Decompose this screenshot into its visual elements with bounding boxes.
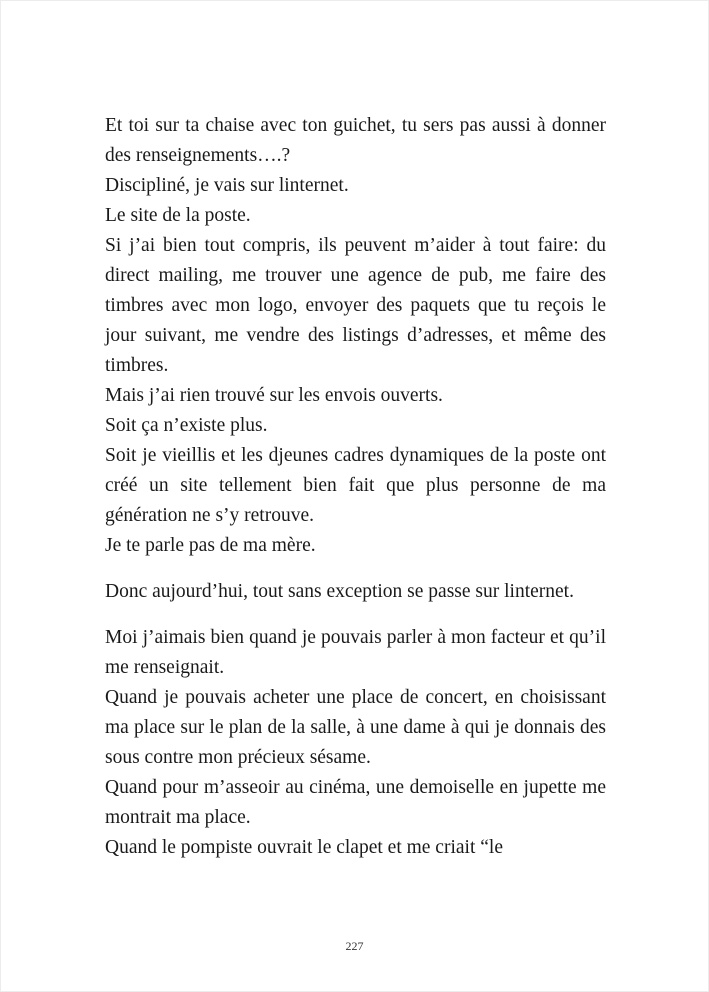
paragraph: Si j’ai bien tout compris, ils peuvent m’aider à tout faire: du direct mailing, me trouver une agence de pub, me faire des timbres avec mon logo, envoyer des paquets que tu reçois le jour suivant, me vendre des listings d’adresses, et même des timbres. (105, 235, 606, 376)
paragraph: Discipliné, je vais sur linternet. (105, 175, 349, 196)
paragraph: Je te parle pas de ma mère. (105, 535, 316, 556)
paragraph: Mais j’ai rien trouvé sur les envois ouverts. (105, 385, 443, 406)
paragraph: Le site de la poste. (105, 205, 251, 226)
page-number: 227 (345, 939, 364, 953)
paragraph: Donc aujourd’hui, tout sans exception se passe sur linternet. (105, 581, 574, 602)
paragraph: Quand le pompiste ouvrait le clapet et me criait “le (105, 837, 503, 858)
paragraph: Soit ça n’existe plus. (105, 415, 268, 436)
paragraph: Moi j’aimais bien quand je pouvais parler à mon facteur et qu’il me renseignait. (105, 627, 606, 678)
page-content (105, 111, 606, 863)
paragraph: Et toi sur ta chaise avec ton guichet, tu sers pas aussi à donner des renseignements….? (105, 115, 606, 166)
paragraph: Quand pour m’asseoir au cinéma, une demoiselle en jupette me montrait ma place. (105, 777, 606, 828)
paragraph: Quand je pouvais acheter une place de concert, en choisissant ma place sur le plan de la salle, à une dame à qui je donnais des sous contre mon précieux sésame. (105, 687, 606, 768)
paragraph: Soit je vieillis et les djeunes cadres dynamiques de la poste ont créé un site tellement bien fait que plus personne de ma génération ne s’y retrouve. (105, 445, 606, 526)
